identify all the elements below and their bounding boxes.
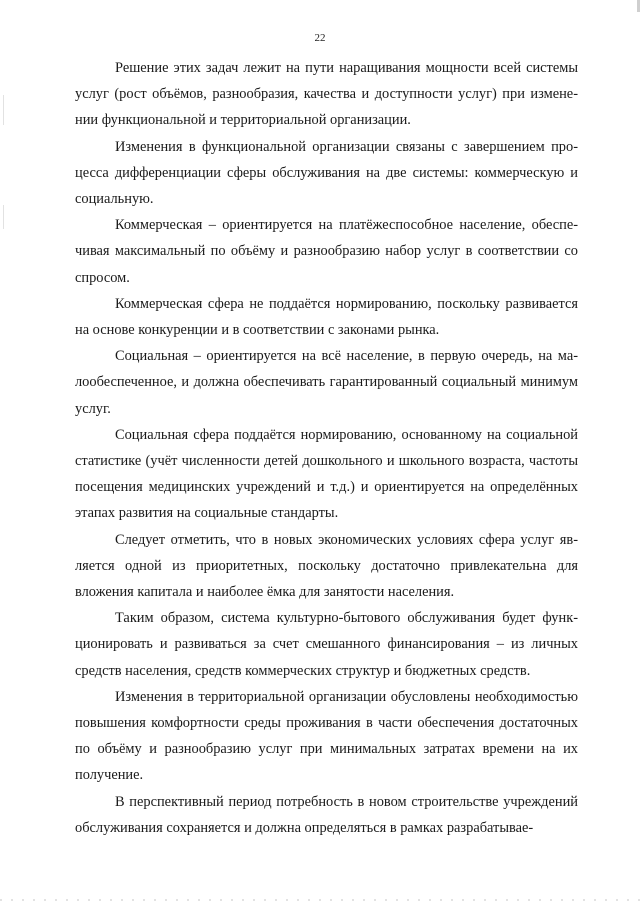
paragraph: Следует отметить, что в новых экономических условиях сфера услуг является одной из приоритетных, поскольку достаточно привлекательна для вложения капитала и наиболее ёмка для занятости населения. (75, 531, 578, 601)
scan-margin-mark (3, 205, 4, 229)
paragraph: Коммерческая – ориентируется на платёжеспособное население, обеспечивая максимальный по объёму и разнообразию набор услуг в соответствии со спросом. (75, 217, 578, 286)
paragraph: Изменения в территориальной организации обусловлены необходимостью повышения комфортности среды проживания в части обеспечения достаточных по объёму и разнообразию услуг при минимальных затратах времени на их получение. (75, 688, 578, 784)
paragraph: Таким образом, система культурно-бытового обслуживания будет функционировать и развиваться за счет смешанного финансирования – из личных средств населения, средств коммерческих структур и бюджетных средств. (75, 610, 578, 679)
paragraph: Решение этих задач лежит на пути наращивания мощности всей системы услуг (рост объёмов, разнообразия, качества и доступности услуг) при изменении функциональной и территориальной организации. (75, 60, 578, 129)
paragraph: В перспективный период потребность в новом строительстве учреждений обслуживания сохраняется и должна определяться в рамках разрабатывае- (75, 793, 578, 836)
scan-margin-mark (3, 95, 4, 125)
paragraph: Социальная – ориентируется на всё население, в первую очередь, на малообеспеченное, и должна обеспечивать гарантированный социальный минимум услуг. (75, 348, 578, 417)
document-body (75, 55, 578, 841)
paragraph: Коммерческая сфера не поддаётся нормированию, поскольку развивается на основе конкуренции и в соответствии с законами рынка. (75, 295, 578, 339)
paragraph: Социальная сфера поддаётся нормированию, основанному на социальной статистике (учёт численности детей дошкольного и школьного возраста, частоты посещения медицинских учреждений и т.д.) и ориентируется на определённых этапах развития на социальные стандарты. (75, 426, 578, 522)
paragraph: Изменения в функциональной организации связаны с завершением процесса дифференциации сферы обслуживания на две системы: коммерческую и социальную. (75, 138, 578, 208)
scan-bottom-edge (0, 899, 640, 901)
page-number: 22 (314, 32, 326, 44)
